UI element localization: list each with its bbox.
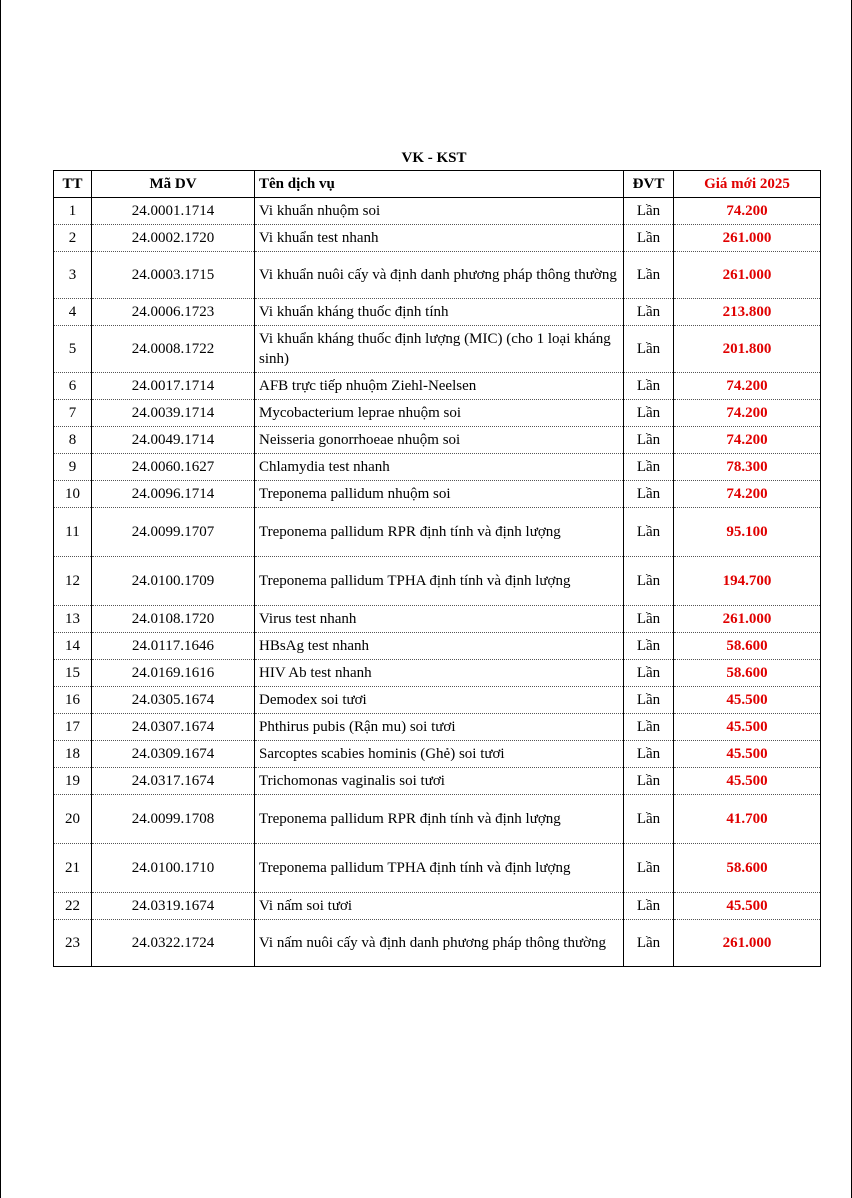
cell-dvt: Lần	[624, 198, 674, 225]
table-row	[54, 508, 821, 557]
cell-dvt: Lần	[624, 844, 674, 893]
cell-ten-dich-vu: Vi khuẩn test nhanh	[255, 225, 624, 252]
cell-ma-dv: 24.0003.1715	[92, 252, 255, 299]
cell-ma-dv: 24.0006.1723	[92, 299, 255, 326]
cell-ten-dich-vu: Virus test nhanh	[255, 606, 624, 633]
cell-ma-dv: 24.0001.1714	[92, 198, 255, 225]
header-dvt: ĐVT	[624, 171, 674, 198]
cell-dvt: Lần	[624, 252, 674, 299]
table-row	[54, 687, 821, 714]
cell-ten-dich-vu: Neisseria gonorrhoeae nhuộm soi	[255, 427, 624, 454]
table-row	[54, 400, 821, 427]
price-table	[53, 170, 821, 967]
table-row	[54, 299, 821, 326]
cell-dvt: Lần	[624, 741, 674, 768]
cell-dvt: Lần	[624, 508, 674, 557]
cell-gia: 74.200	[674, 198, 821, 225]
cell-gia: 213.800	[674, 299, 821, 326]
cell-gia: 74.200	[674, 427, 821, 454]
cell-ma-dv: 24.0309.1674	[92, 741, 255, 768]
cell-dvt: Lần	[624, 920, 674, 967]
header-row	[54, 171, 821, 198]
cell-ma-dv: 24.0017.1714	[92, 373, 255, 400]
cell-dvt: Lần	[624, 795, 674, 844]
cell-gia: 261.000	[674, 920, 821, 967]
cell-ma-dv: 24.0100.1709	[92, 557, 255, 606]
cell-gia: 58.600	[674, 633, 821, 660]
table-row	[54, 768, 821, 795]
cell-ma-dv: 24.0317.1674	[92, 768, 255, 795]
cell-gia: 58.600	[674, 844, 821, 893]
table-row	[54, 454, 821, 481]
cell-ten-dich-vu: Treponema pallidum TPHA định tính và định lượng	[255, 557, 624, 606]
cell-dvt: Lần	[624, 373, 674, 400]
cell-tt: 23	[54, 920, 92, 967]
cell-gia: 45.500	[674, 687, 821, 714]
header-ten-dich-vu: Tên dịch vụ	[255, 171, 624, 198]
cell-ma-dv: 24.0008.1722	[92, 326, 255, 373]
cell-dvt: Lần	[624, 400, 674, 427]
table-row	[54, 741, 821, 768]
table-row	[54, 326, 821, 373]
cell-ten-dich-vu: Treponema pallidum RPR định tính và định lượng	[255, 508, 624, 557]
cell-gia: 58.600	[674, 660, 821, 687]
header-ma-dv: Mã DV	[92, 171, 255, 198]
page-title: VK - KST	[401, 150, 467, 166]
cell-gia: 45.500	[674, 893, 821, 920]
table-row	[54, 844, 821, 893]
cell-dvt: Lần	[624, 326, 674, 373]
table-row	[54, 557, 821, 606]
cell-dvt: Lần	[624, 768, 674, 795]
cell-dvt: Lần	[624, 893, 674, 920]
cell-ten-dich-vu: Vi nấm nuôi cấy và định danh phương pháp thông thường	[255, 920, 624, 967]
cell-tt: 12	[54, 557, 92, 606]
cell-gia: 261.000	[674, 225, 821, 252]
cell-ten-dich-vu: Mycobacterium leprae nhuộm soi	[255, 400, 624, 427]
cell-gia: 45.500	[674, 714, 821, 741]
table-row	[54, 606, 821, 633]
cell-ten-dich-vu: Treponema pallidum TPHA định tính và định lượng	[255, 844, 624, 893]
table-row	[54, 920, 821, 967]
cell-tt: 22	[54, 893, 92, 920]
cell-dvt: Lần	[624, 687, 674, 714]
cell-dvt: Lần	[624, 606, 674, 633]
cell-dvt: Lần	[624, 481, 674, 508]
table-row	[54, 893, 821, 920]
cell-dvt: Lần	[624, 454, 674, 481]
cell-ten-dich-vu: Vi nấm soi tươi	[255, 893, 624, 920]
cell-dvt: Lần	[624, 633, 674, 660]
cell-ten-dich-vu: Vi khuẩn nuôi cấy và định danh phương pháp thông thường	[255, 252, 624, 299]
cell-ma-dv: 24.0307.1674	[92, 714, 255, 741]
cell-ma-dv: 24.0099.1707	[92, 508, 255, 557]
cell-ma-dv: 24.0117.1646	[92, 633, 255, 660]
cell-ma-dv: 24.0099.1708	[92, 795, 255, 844]
cell-ten-dich-vu: HBsAg test nhanh	[255, 633, 624, 660]
cell-tt: 4	[54, 299, 92, 326]
cell-dvt: Lần	[624, 557, 674, 606]
table-row	[54, 714, 821, 741]
cell-tt: 11	[54, 508, 92, 557]
cell-ten-dich-vu: HIV Ab test nhanh	[255, 660, 624, 687]
cell-ten-dich-vu: Phthirus pubis (Rận mu) soi tươi	[255, 714, 624, 741]
table-row	[54, 252, 821, 299]
cell-ma-dv: 24.0049.1714	[92, 427, 255, 454]
cell-tt: 17	[54, 714, 92, 741]
cell-tt: 2	[54, 225, 92, 252]
cell-dvt: Lần	[624, 427, 674, 454]
table-row	[54, 373, 821, 400]
cell-tt: 21	[54, 844, 92, 893]
cell-ten-dich-vu: Treponema pallidum RPR định tính và định lượng	[255, 795, 624, 844]
cell-ten-dich-vu: Chlamydia test nhanh	[255, 454, 624, 481]
table-row	[54, 633, 821, 660]
cell-ma-dv: 24.0100.1710	[92, 844, 255, 893]
table-body	[54, 198, 821, 967]
cell-tt: 10	[54, 481, 92, 508]
cell-gia: 194.700	[674, 557, 821, 606]
table-header	[54, 171, 821, 198]
cell-ten-dich-vu: Demodex soi tươi	[255, 687, 624, 714]
header-gia-moi: Giá mới 2025	[674, 171, 821, 198]
cell-gia: 74.200	[674, 400, 821, 427]
cell-ma-dv: 24.0039.1714	[92, 400, 255, 427]
cell-ma-dv: 24.0319.1674	[92, 893, 255, 920]
cell-ten-dich-vu: Treponema pallidum nhuộm soi	[255, 481, 624, 508]
cell-tt: 1	[54, 198, 92, 225]
cell-tt: 20	[54, 795, 92, 844]
cell-ten-dich-vu: Vi khuẩn kháng thuốc định tính	[255, 299, 624, 326]
cell-dvt: Lần	[624, 714, 674, 741]
cell-ten-dich-vu: Vi khuẩn kháng thuốc định lượng (MIC) (cho 1 loại kháng sinh)	[255, 326, 624, 373]
cell-gia: 74.200	[674, 373, 821, 400]
cell-ten-dich-vu: Sarcoptes scabies hominis (Ghẻ) soi tươi	[255, 741, 624, 768]
cell-tt: 14	[54, 633, 92, 660]
cell-ma-dv: 24.0060.1627	[92, 454, 255, 481]
cell-tt: 3	[54, 252, 92, 299]
cell-dvt: Lần	[624, 660, 674, 687]
cell-tt: 9	[54, 454, 92, 481]
table-row	[54, 660, 821, 687]
cell-tt: 16	[54, 687, 92, 714]
cell-gia: 261.000	[674, 252, 821, 299]
cell-gia: 45.500	[674, 768, 821, 795]
cell-ma-dv: 24.0169.1616	[92, 660, 255, 687]
cell-ma-dv: 24.0305.1674	[92, 687, 255, 714]
cell-tt: 5	[54, 326, 92, 373]
cell-tt: 6	[54, 373, 92, 400]
cell-tt: 15	[54, 660, 92, 687]
table-row	[54, 225, 821, 252]
table-row	[54, 795, 821, 844]
cell-ma-dv: 24.0096.1714	[92, 481, 255, 508]
cell-ten-dich-vu: AFB trực tiếp nhuộm Ziehl-Neelsen	[255, 373, 624, 400]
cell-gia: 261.000	[674, 606, 821, 633]
cell-gia: 45.500	[674, 741, 821, 768]
cell-ma-dv: 24.0002.1720	[92, 225, 255, 252]
cell-tt: 19	[54, 768, 92, 795]
header-tt: TT	[54, 171, 92, 198]
cell-tt: 13	[54, 606, 92, 633]
cell-gia: 95.100	[674, 508, 821, 557]
cell-tt: 18	[54, 741, 92, 768]
cell-ten-dich-vu: Vi khuẩn nhuộm soi	[255, 198, 624, 225]
cell-gia: 41.700	[674, 795, 821, 844]
table-row	[54, 481, 821, 508]
cell-dvt: Lần	[624, 299, 674, 326]
table-row	[54, 427, 821, 454]
cell-ten-dich-vu: Trichomonas vaginalis soi tươi	[255, 768, 624, 795]
cell-ma-dv: 24.0322.1724	[92, 920, 255, 967]
page-border-left	[0, 0, 1, 1198]
cell-tt: 8	[54, 427, 92, 454]
cell-dvt: Lần	[624, 225, 674, 252]
cell-gia: 78.300	[674, 454, 821, 481]
cell-gia: 74.200	[674, 481, 821, 508]
cell-ma-dv: 24.0108.1720	[92, 606, 255, 633]
cell-gia: 201.800	[674, 326, 821, 373]
table-row	[54, 198, 821, 225]
cell-tt: 7	[54, 400, 92, 427]
